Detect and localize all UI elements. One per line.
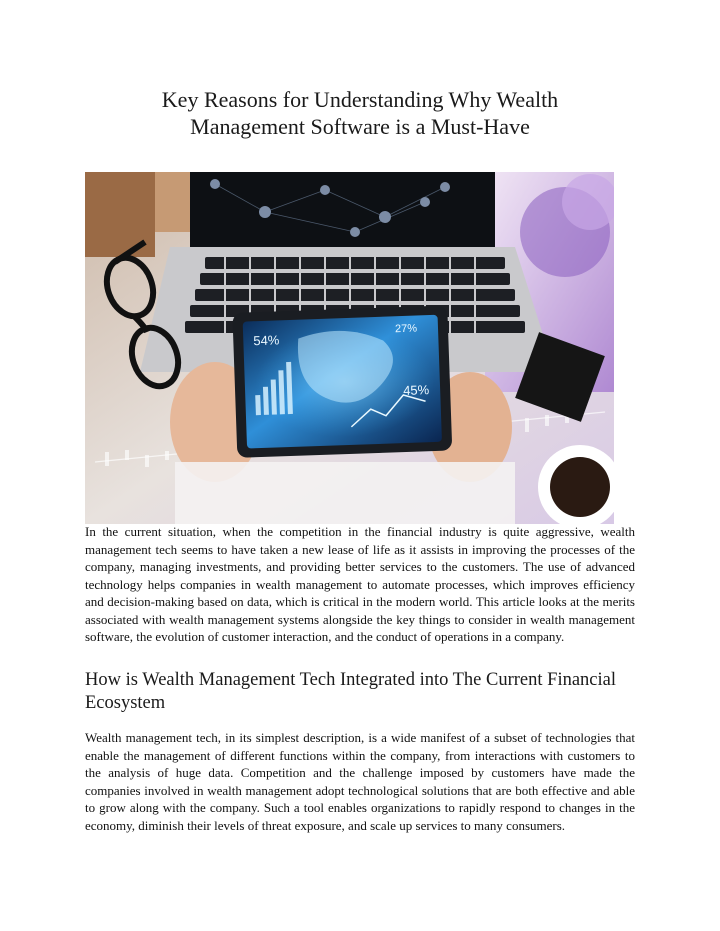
overlay-label-1: 54% xyxy=(253,332,280,349)
document-title xyxy=(85,86,635,140)
title-line-1: Key Reasons for Understanding Why Wealth xyxy=(161,87,559,112)
overlay-label-3: 45% xyxy=(402,382,430,399)
overlay-label-2: 27% xyxy=(394,322,418,336)
intro-paragraph: In the current situation, when the competition in the financial industry is quite aggressive, wealth management tech seems to have taken a new lease of life as it assists in improving the processes of the company, managing investments, and providing better services to the customers. The use of advanced technology helps companies in wealth management to automate processes, which improves efficiency and decision-making based on data, which is critical in the modern world. This article looks at the merits associated with wealth management systems alongside the key things to consider in wealth management software, the evolution of customer interaction, and the conduct of operations in a company. xyxy=(85,524,635,644)
title-line-2: Management Software is a Must-Have xyxy=(190,114,530,139)
hero-image xyxy=(85,172,614,524)
section-paragraph: Wealth management tech, in its simplest description, is a wide manifest of a subset of technologies that enable the management of different functions within the company, from interactions with customers to the analysis of huge data. Competition and the challenge imposed by customers have made the companies involved in wealth management adopt technological solutions that are both effective and able to grow along with the company. Such a tool enables organizations to rapidly respond to changes in the economy, diminish their levels of threat exposure, and scale up services to many consumers. xyxy=(85,730,635,833)
section-heading: How is Wealth Management Tech Integrated into The Current Financial Ecosystem xyxy=(85,670,616,713)
